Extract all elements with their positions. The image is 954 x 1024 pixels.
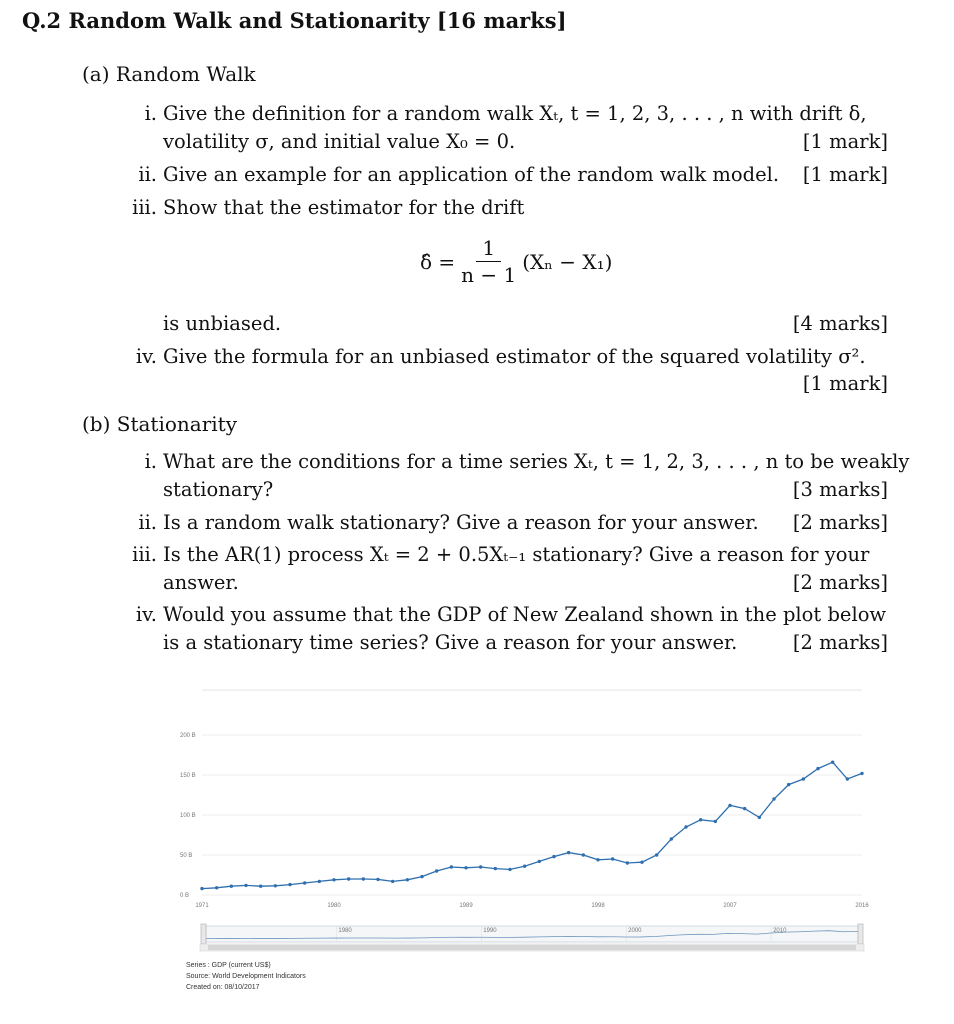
marks-a-i: [1 mark] xyxy=(802,130,888,153)
navigator-left-handle xyxy=(201,924,206,944)
item-number: iii. xyxy=(132,196,157,219)
gdp-data-point xyxy=(391,880,394,883)
item-number: iv. xyxy=(135,345,157,368)
y-tick-label: 200 B xyxy=(180,733,196,739)
chart-source-label: Source: World Development Indicators xyxy=(186,973,306,980)
item-text: Give an example for an application of the random walk model. xyxy=(163,163,780,186)
item-text: Would you assume that the GDP of New Zealand shown in the plot below xyxy=(163,603,887,626)
part-a-item-i xyxy=(123,102,867,125)
gdp-data-point xyxy=(450,865,453,868)
navigator-right-handle xyxy=(858,924,863,944)
chart-created-label: Created on: 08/10/2017 xyxy=(186,984,260,991)
formula-denominator: n − 1 xyxy=(461,263,517,287)
item-text: Give the definition for a random walk Xₜ, t = 1, 2, 3, . . . , n with drift δ, xyxy=(163,102,867,125)
gdp-data-point xyxy=(332,878,335,881)
gdp-data-point xyxy=(802,777,805,780)
part-b-label: (b) Stationarity xyxy=(82,412,237,436)
marks-b-iii: [2 marks] xyxy=(792,571,888,594)
gdp-data-point xyxy=(406,878,409,881)
y-tick-label: 150 B xyxy=(180,773,196,779)
gdp-data-point xyxy=(728,804,731,807)
y-tick-label: 0 B xyxy=(180,893,190,899)
item-text: Is a random walk stationary? Give a reason for your answer. xyxy=(163,511,759,534)
gdp-data-point xyxy=(831,761,834,764)
x-tick-label: 2007 xyxy=(723,903,737,909)
item-text: Give the formula for an unbiased estimator of the squared volatility σ². xyxy=(163,345,866,368)
gdp-data-point xyxy=(552,855,555,858)
drift-estimator-formula xyxy=(420,235,612,288)
item-text: Show that the estimator for the drift xyxy=(163,196,525,219)
item-number: iv. xyxy=(135,603,157,626)
item-number: iii. xyxy=(132,543,157,566)
x-tick-label: 1980 xyxy=(327,903,341,909)
gdp-data-point xyxy=(758,816,761,819)
question-title: Q.2 Random Walk and Stationarity [16 marks] xyxy=(22,8,567,33)
item-number: ii. xyxy=(138,511,157,534)
gdp-data-point xyxy=(714,820,717,823)
gdp-data-point xyxy=(860,772,863,775)
part-b-item-iii xyxy=(123,543,869,566)
gdp-data-point xyxy=(787,783,790,786)
gdp-data-point xyxy=(244,884,247,887)
item-number: ii. xyxy=(138,163,157,186)
navigator-scrollbar-thumb xyxy=(208,945,856,950)
gdp-data-point xyxy=(523,865,526,868)
gdp-data-point xyxy=(611,857,614,860)
gdp-data-point xyxy=(772,797,775,800)
item-number: i. xyxy=(144,450,157,473)
gdp-data-point xyxy=(274,884,277,887)
gdp-data-point xyxy=(846,777,849,780)
item-text: Is the AR(1) process Xₜ = 2 + 0.5Xₜ₋₁ stationary? Give a reason for your xyxy=(163,543,870,566)
part-b-item-iv xyxy=(123,603,886,626)
gdp-data-point xyxy=(538,860,541,863)
gdp-data-point xyxy=(215,886,218,889)
marks-a-iv: [1 mark] xyxy=(802,372,888,395)
part-a-item-iv xyxy=(123,345,866,368)
gdp-data-point xyxy=(200,887,203,890)
part-b-item-iv-line2: is a stationary time series? Give a reason for your answer. xyxy=(163,631,738,654)
gdp-series-line xyxy=(202,762,862,888)
chart-series-label: Series : GDP (current US$) xyxy=(186,962,271,969)
x-tick-label: 2016 xyxy=(855,903,869,909)
gdp-data-point xyxy=(684,825,687,828)
gdp-chart xyxy=(170,680,870,1000)
gdp-data-point xyxy=(670,837,673,840)
item-number: i. xyxy=(144,102,157,125)
gdp-data-point xyxy=(640,861,643,864)
marks-b-iv: [2 marks] xyxy=(792,631,888,654)
gdp-data-point xyxy=(347,877,350,880)
gdp-data-point xyxy=(626,861,629,864)
y-tick-label: 100 B xyxy=(180,813,196,819)
marks-a-iii: [4 marks] xyxy=(792,312,888,335)
gdp-data-point xyxy=(479,865,482,868)
navigator-tick-label: 1990 xyxy=(483,928,497,934)
navigator-tick-label: 2010 xyxy=(773,928,787,934)
part-b-item-ii xyxy=(123,511,759,534)
gdp-data-point xyxy=(230,885,233,888)
formula-fraction xyxy=(461,235,516,288)
item-text: What are the conditions for a time series Xₜ, t = 1, 2, 3, . . . , n to be weakly xyxy=(163,450,910,473)
gdp-data-point xyxy=(567,851,570,854)
gdp-data-point xyxy=(303,881,306,884)
marks-a-ii: [1 mark] xyxy=(802,163,888,186)
navigator-tick-label: 2000 xyxy=(628,928,642,934)
gdp-data-point xyxy=(596,858,599,861)
part-a-item-i-line2: volatility σ, and initial value X₀ = 0. xyxy=(163,130,516,153)
formula-numerator: 1 xyxy=(476,235,501,262)
part-a-item-iii-after: is unbiased. xyxy=(163,312,282,335)
gdp-data-point xyxy=(582,853,585,856)
gdp-data-point xyxy=(464,866,467,869)
gdp-data-point xyxy=(259,885,262,888)
part-a-item-iii xyxy=(123,196,524,219)
gdp-data-point xyxy=(362,877,365,880)
marks-b-ii: [2 marks] xyxy=(792,511,888,534)
part-a-label: (a) Random Walk xyxy=(82,62,256,86)
gdp-data-point xyxy=(288,883,291,886)
x-tick-label: 1971 xyxy=(195,903,209,909)
gdp-data-point xyxy=(743,807,746,810)
navigator-tick-label: 1980 xyxy=(338,928,352,934)
part-b-item-iii-line2: answer. xyxy=(163,571,239,594)
gdp-data-point xyxy=(699,818,702,821)
formula-rhs: (Xₙ − X₁) xyxy=(522,249,613,274)
gdp-data-point xyxy=(655,853,658,856)
x-tick-label: 1989 xyxy=(459,903,473,909)
part-a-item-ii xyxy=(123,163,779,186)
gdp-data-point xyxy=(494,867,497,870)
gdp-data-point xyxy=(508,868,511,871)
part-b-item-i xyxy=(123,450,909,473)
gdp-data-point xyxy=(816,767,819,770)
gdp-data-point xyxy=(376,878,379,881)
gdp-data-point xyxy=(318,880,321,883)
formula-lhs: δ̂ = xyxy=(420,249,456,274)
gdp-chart-svg xyxy=(170,680,870,1000)
marks-b-i: [3 marks] xyxy=(792,478,888,501)
gdp-data-point xyxy=(435,869,438,872)
part-b-item-i-line2: stationary? xyxy=(163,478,274,501)
gdp-data-point xyxy=(420,875,423,878)
x-tick-label: 1998 xyxy=(591,903,605,909)
y-tick-label: 50 B xyxy=(180,853,193,859)
